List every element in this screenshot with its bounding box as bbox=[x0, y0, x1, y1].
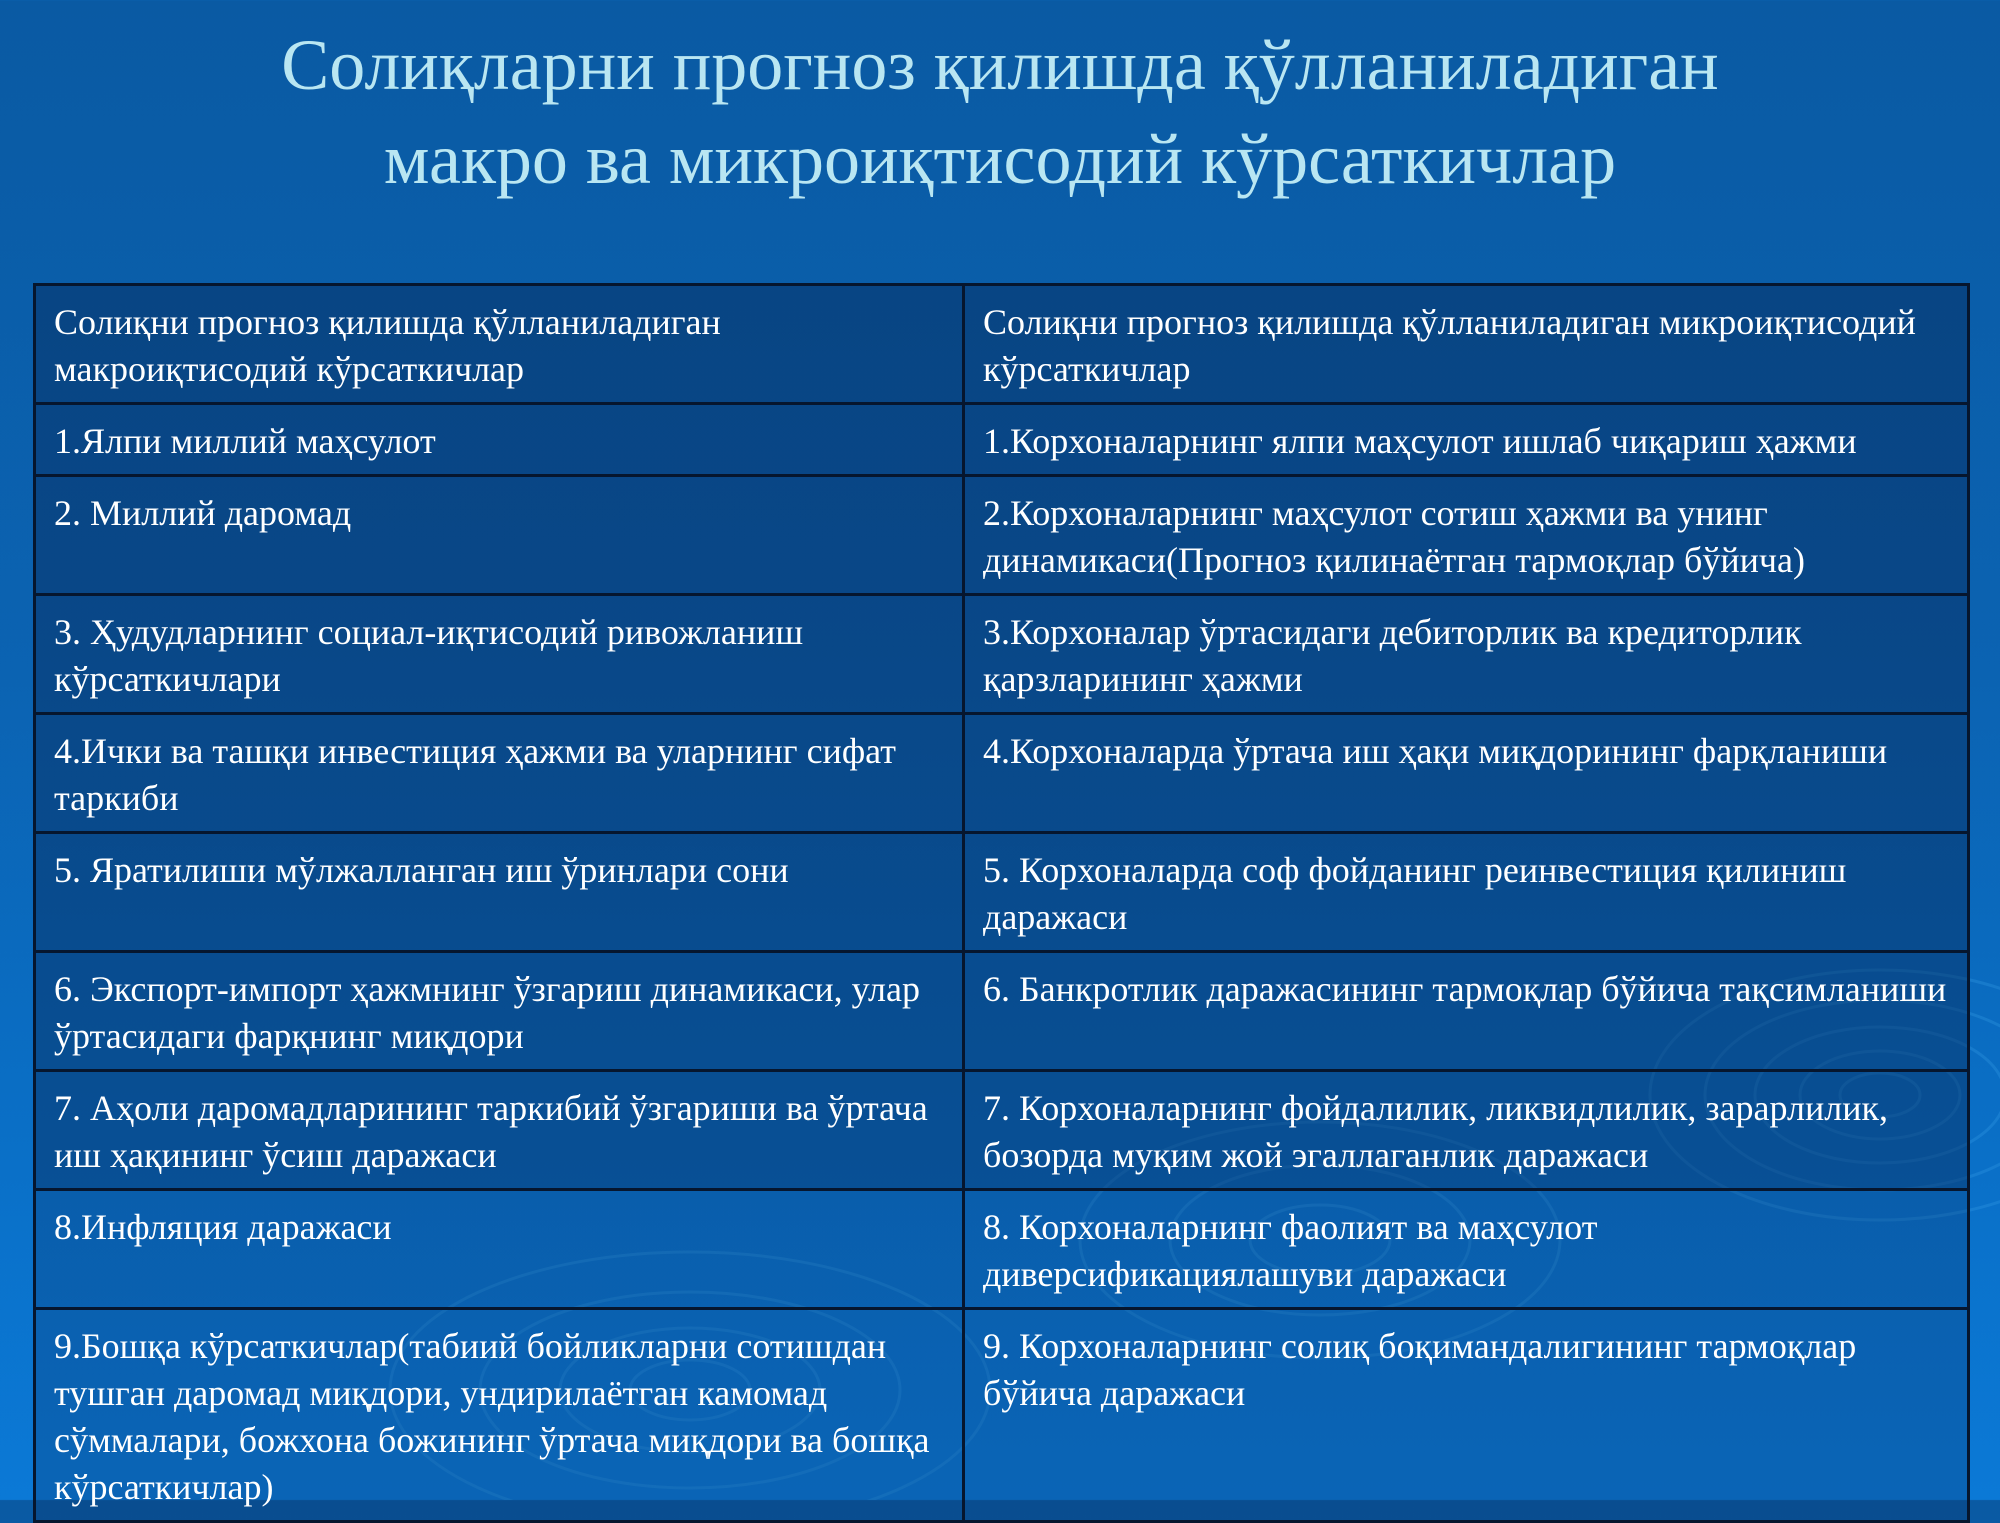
table-row bbox=[35, 1071, 1969, 1190]
slide-title-line-1: Солиқларни прогноз қилишда қўлланиладиган bbox=[281, 25, 1719, 105]
table-header-row bbox=[35, 285, 1969, 404]
table-row bbox=[35, 404, 1969, 476]
cell-macro-3: 3. Ҳудудларнинг социал-иқтисодий ривожланиш кўрсаткичлари bbox=[35, 595, 964, 714]
cell-macro-4: 4.Ички ва ташқи инвестиция ҳажми ва уларнинг сифат таркиби bbox=[35, 714, 964, 833]
cell-macro-5: 5. Яратилиши мўлжалланган иш ўринлари сони bbox=[35, 833, 964, 952]
cell-micro-8: 8. Корхоналарнинг фаолият ва маҳсулот диверсификациялашуви даражаси bbox=[964, 1190, 1969, 1309]
cell-micro-5: 5. Корхоналарда соф фойданинг реинвестиция қилиниш даражаси bbox=[964, 833, 1969, 952]
cell-macro-8: 8.Инфляция даражаси bbox=[35, 1190, 964, 1309]
cell-macro-6: 6. Экспорт-импорт ҳажмнинг ўзгариш динамикаси, улар ўртасидаги фарқнинг миқдори bbox=[35, 952, 964, 1071]
cell-micro-2: 2.Корхоналарнинг маҳсулот сотиш ҳажми ва унинг динамикаси(Прогноз қилинаётган тармоқлар бўйича) bbox=[964, 476, 1969, 595]
cell-micro-3: 3.Корхоналар ўртасидаги дебиторлик ва кредиторлик қарзларининг ҳажми bbox=[964, 595, 1969, 714]
cell-macro-7: 7. Аҳоли даромадларининг таркибий ўзгариши ва ўртача иш ҳақининг ўсиш даражаси bbox=[35, 1071, 964, 1190]
header-macro: Солиқни прогноз қилишда қўлланиладиган макроиқтисодий кўрсаткичлар bbox=[35, 285, 964, 404]
cell-micro-7: 7. Корхоналарнинг фойдалилик, ликвидлилик, зарарлилик, бозорда муқим жой эгаллаганлик даражаси bbox=[964, 1071, 1969, 1190]
table-row bbox=[35, 476, 1969, 595]
cell-macro-1: 1.Ялпи миллий маҳсулот bbox=[35, 404, 964, 476]
table-row bbox=[35, 952, 1969, 1071]
slide-title bbox=[0, 18, 2000, 206]
table-row bbox=[35, 833, 1969, 952]
cell-micro-9: 9. Корхоналарнинг солиқ боқимандалигининг тармоқлар бўйича даражаси bbox=[964, 1309, 1969, 1522]
table-row bbox=[35, 714, 1969, 833]
cell-micro-4: 4.Корхоналарда ўртача иш ҳақи миқдорининг фарқланиши bbox=[964, 714, 1969, 833]
indicators-table bbox=[33, 283, 1970, 1523]
table-row bbox=[35, 1190, 1969, 1309]
header-micro: Солиқни прогноз қилишда қўлланиладиган микроиқтисодий кўрсаткичлар bbox=[964, 285, 1969, 404]
cell-macro-2: 2. Миллий даромад bbox=[35, 476, 964, 595]
table-row bbox=[35, 1309, 1969, 1522]
cell-micro-6: 6. Банкротлик даражасининг тармоқлар бўйича тақсимланиши bbox=[964, 952, 1969, 1071]
slide-title-line-2: макро ва микроиқтисодий кўрсаткичлар bbox=[383, 119, 1617, 199]
cell-micro-1: 1.Корхоналарнинг ялпи маҳсулот ишлаб чиқариш ҳажми bbox=[964, 404, 1969, 476]
table-row bbox=[35, 595, 1969, 714]
cell-macro-9: 9.Бошқа кўрсаткичлар(табиий бойликларни сотишдан тушган даромад миқдори, ундирилаётган камомад сўммалари, божхона божининг ўртача миқдори ва бошқа кўрсаткичлар) bbox=[35, 1309, 964, 1522]
